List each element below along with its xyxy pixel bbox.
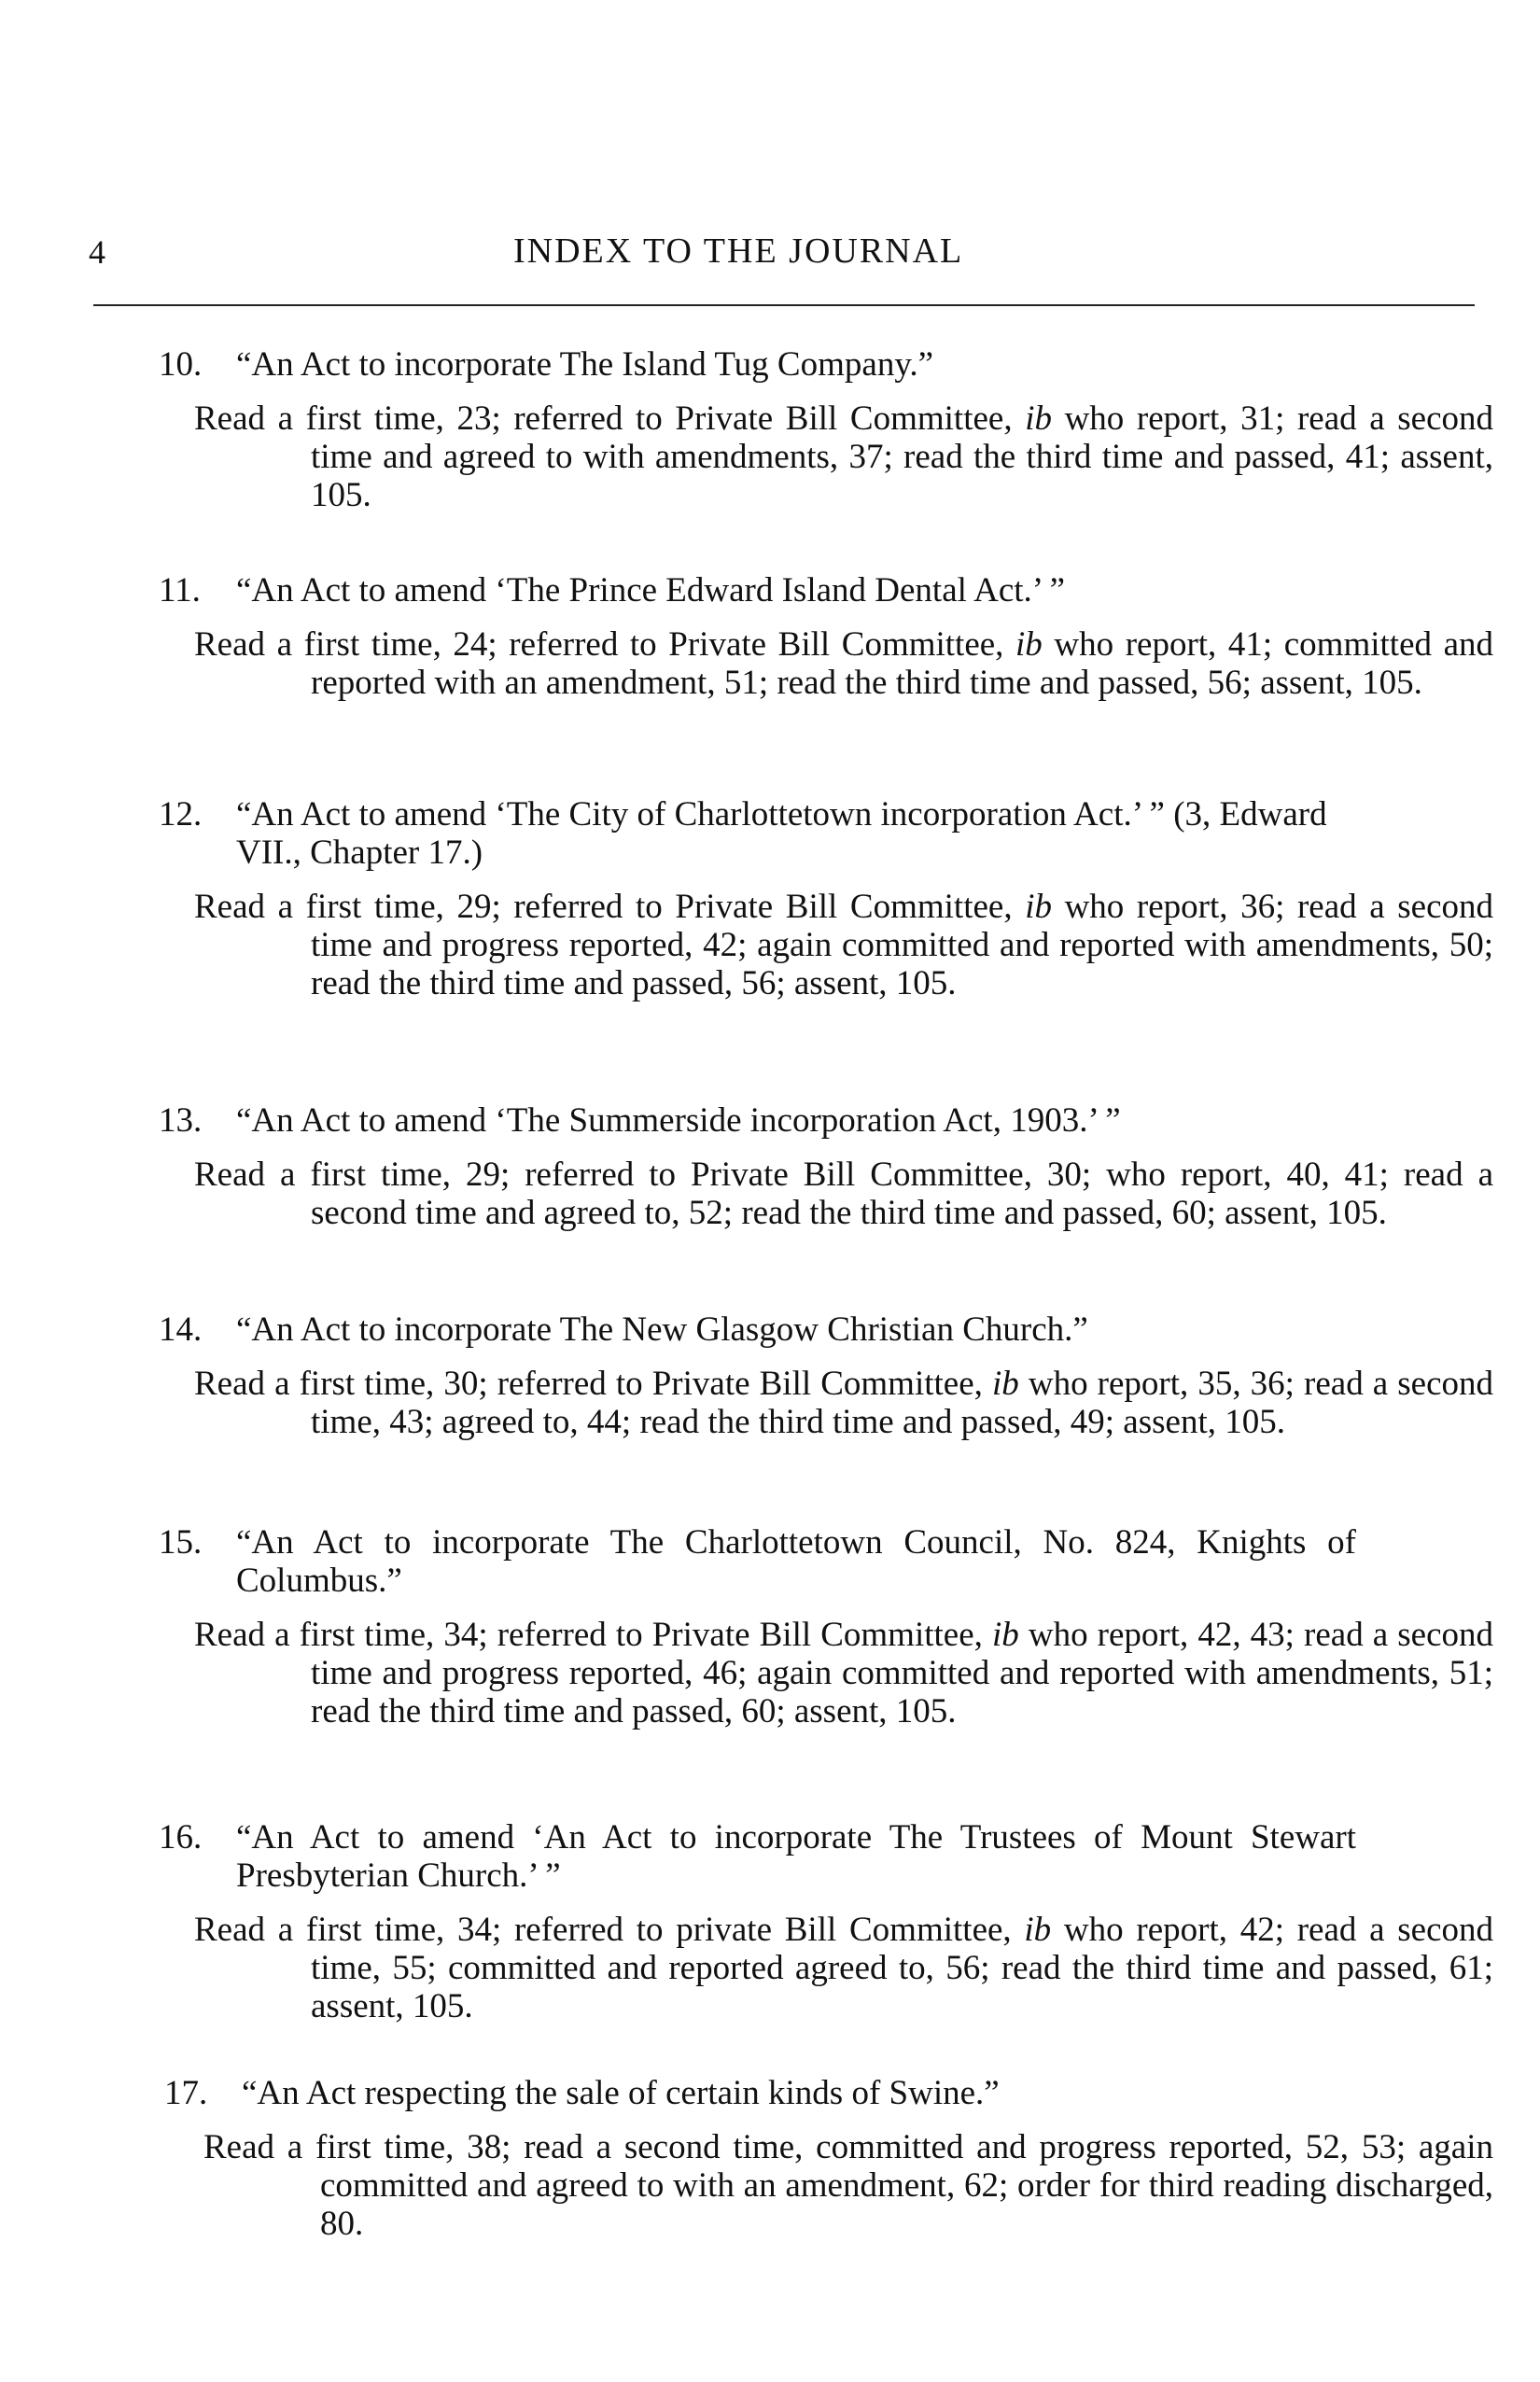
entry-proceedings (194, 1365, 1493, 1441)
entry-proceedings-text: Read a first time, 23; referred to Private Bill Committee, ib who report, 31; read a second time and agreed to with amendments, 37; read the third time and passed, 41; assent, 105. (194, 399, 1494, 514)
index-entry-17 (0, 2074, 1540, 2243)
entry-title: “An Act respecting the sale of certain kinds of Swine.” (242, 2074, 1000, 2112)
index-entry-10 (0, 345, 1540, 514)
index-entry-12 (0, 795, 1540, 1002)
entry-title: “An Act to amend ‘The City of Charlottetown incorporation Act.’ ” (3, Edward VII., Chapter 17.) (236, 795, 1327, 872)
entry-heading (0, 571, 1484, 610)
index-entry-11 (0, 571, 1540, 702)
index-entry-15 (0, 1523, 1540, 1730)
entry-proceedings (194, 625, 1493, 702)
entry-proceedings (203, 2128, 1493, 2243)
entry-number: 12. (159, 795, 203, 834)
running-title: INDEX TO THE JOURNAL (513, 231, 964, 271)
entry-proceedings-text: Read a first time, 24; referred to Private Bill Committee, ib who report, 41; committed and reported with an amendment, 51; read the third time and passed, 56; assent, 105. (194, 625, 1494, 702)
index-entry-16 (0, 1818, 1540, 2025)
entry-heading (0, 1101, 1484, 1140)
entry-proceedings (194, 888, 1493, 1002)
ibidem-abbreviation: ib (1024, 1911, 1052, 1949)
entry-number: 17. (164, 2074, 208, 2112)
ibidem-abbreviation: ib (1025, 399, 1052, 438)
entry-proceedings-text: Read a first time, 30; referred to Private Bill Committee, ib who report, 35, 36; read a second time, 43; agreed to, 44; read the third time and passed, 49; assent, 105. (194, 1365, 1494, 1441)
entry-heading (0, 345, 1484, 384)
ibidem-abbreviation: ib (991, 1365, 1019, 1403)
index-entry-14 (0, 1310, 1540, 1441)
entry-title: “An Act to amend ‘The Summerside incorporation Act, 1903.’ ” (236, 1101, 1121, 1140)
entry-number: 15. (159, 1523, 203, 1562)
entry-proceedings (194, 1156, 1493, 1232)
entry-number: 13. (159, 1101, 203, 1140)
entry-heading (0, 1818, 1484, 1895)
entry-heading (0, 1310, 1484, 1349)
entry-proceedings (194, 1911, 1493, 2025)
ibidem-abbreviation: ib (991, 1616, 1019, 1654)
ibidem-abbreviation: ib (1015, 625, 1043, 664)
entry-number: 16. (159, 1818, 203, 1857)
entry-number: 10. (159, 345, 203, 384)
ibidem-abbreviation: ib (1025, 888, 1052, 926)
entry-title: “An Act to amend ‘The Prince Edward Island Dental Act.’ ” (236, 571, 1066, 610)
header-rule (93, 304, 1475, 306)
entry-title: “An Act to amend ‘An Act to incorporate The Trustees of Mount Stewart Presbyterian Church.’ ” (236, 1818, 1356, 1895)
entry-heading (0, 2074, 1490, 2112)
entry-title: “An Act to incorporate The Charlottetown Council, No. 824, Knights of Columbus.” (236, 1523, 1356, 1600)
entry-proceedings (194, 1616, 1493, 1730)
entry-heading (0, 1523, 1484, 1600)
index-entry-13 (0, 1101, 1540, 1232)
entry-heading (0, 795, 1484, 872)
entry-proceedings-text: Read a first time, 34; referred to Private Bill Committee, ib who report, 42, 43; read a second time and progress reported, 46; again committed and reported with amendments, 51; read the third time and passed, 60; assent, 105. (194, 1616, 1494, 1730)
entry-title: “An Act to incorporate The New Glasgow Christian Church.” (236, 1310, 1088, 1349)
page-number: 4 (89, 233, 105, 271)
entry-title: “An Act to incorporate The Island Tug Company.” (236, 345, 934, 384)
entry-proceedings-text: Read a first time, 29; referred to Private Bill Committee, 30; who report, 40, 41; read a second time and agreed to, 52; read the third time and passed, 60; assent, 105. (194, 1156, 1493, 1232)
entry-proceedings-text: Read a first time, 38; read a second time, committed and progress reported, 52, 53; again committed and agreed to with an amendment, 62; order for third reading discharged, 80. (203, 2128, 1493, 2243)
entry-number: 14. (159, 1310, 203, 1349)
entry-number: 11. (159, 571, 201, 610)
entry-proceedings (194, 399, 1493, 514)
entry-proceedings-text: Read a first time, 34; referred to private Bill Committee, ib who report, 42; read a second time, 55; committed and reported agreed to, 56; read the third time and passed, 61; assent, 105. (194, 1911, 1494, 2025)
entry-proceedings-text: Read a first time, 29; referred to Private Bill Committee, ib who report, 36; read a second time and progress reported, 42; again committed and reported with amendments, 50; read the third time and passed, 56; assent, 105. (194, 888, 1494, 1002)
